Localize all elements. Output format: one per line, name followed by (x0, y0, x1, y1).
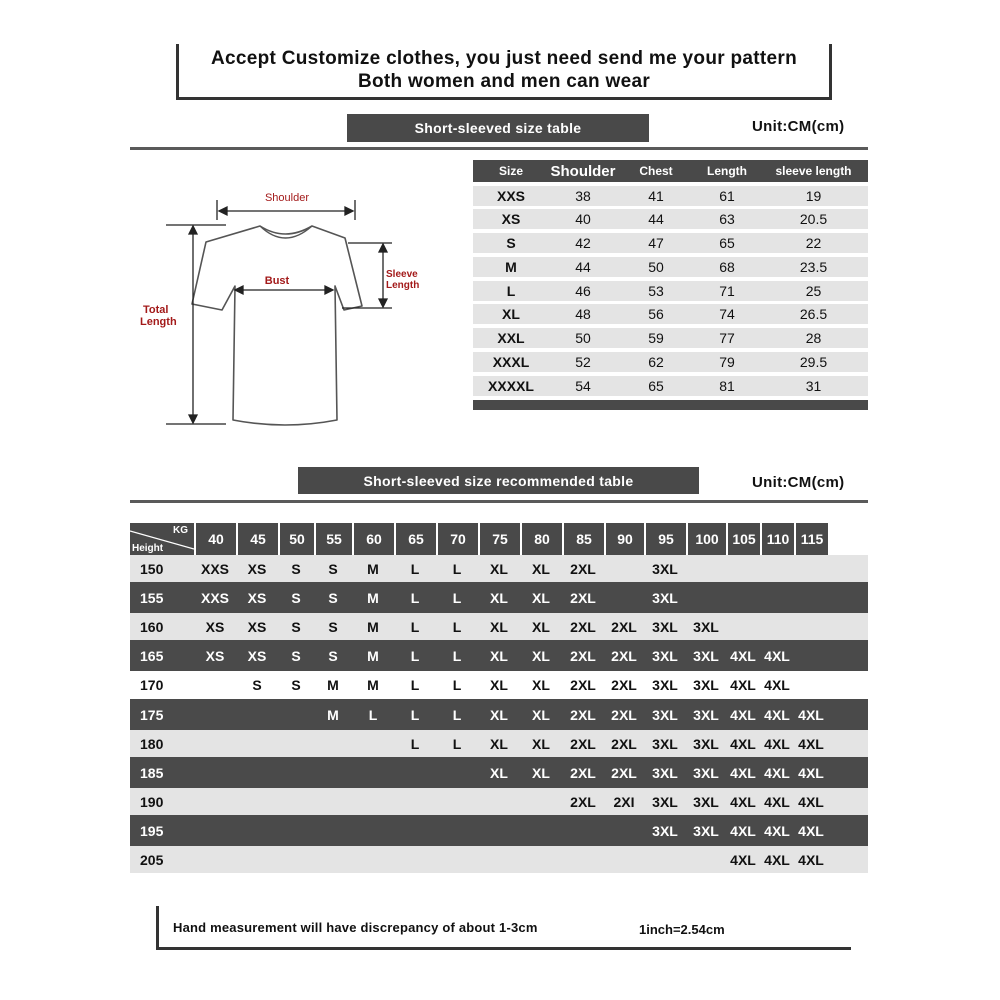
size-table-row (473, 352, 868, 372)
size-cell-size: XXXL (492, 354, 530, 371)
size-cell-size: XXXXL (488, 377, 534, 394)
size-cell-shoulder: 38 (575, 187, 591, 204)
sleeve-label-word1: Sleeve (386, 269, 418, 280)
size-recommend-cell: 4XL (764, 764, 790, 781)
size-recommend-cell: S (291, 560, 301, 577)
size-recommend-cell: XL (490, 618, 508, 635)
corner-kg-label: KG (173, 525, 188, 536)
size-cell-sleeve: 25 (805, 282, 822, 299)
size-recommend-cell: 4XL (730, 764, 756, 781)
size-cell-chest: 50 (648, 258, 664, 275)
size-recommend-cell: 4XL (730, 735, 756, 752)
size-recommend-cell: 4XL (798, 735, 824, 752)
corner-height-label: Height (132, 543, 164, 554)
shoulder-arrow-head-left (219, 207, 227, 215)
recommend-row (130, 788, 868, 815)
size-recommend-cell: 4XL (764, 706, 790, 723)
size-recommend-cell: 3XL (693, 764, 719, 781)
size-cell-chest: 59 (648, 330, 664, 347)
size-recommend-cell: 3XL (693, 793, 719, 810)
size-cell-sleeve: 28 (805, 330, 822, 347)
size-recommend-cell: 2XL (570, 560, 596, 577)
weight-header-cell: 40 (196, 523, 236, 555)
col-size: Size (498, 164, 523, 178)
weight-header-cell: 55 (316, 523, 352, 555)
size-recommend-cell: XS (247, 560, 267, 577)
size-recommend-cell: XS (247, 647, 267, 664)
size-recommend-cell: 4XL (764, 793, 790, 810)
size-recommend-cell: 2XL (611, 764, 637, 781)
size-recommend-cell: S (252, 677, 262, 693)
size-recommend-cell: 3XL (652, 647, 678, 664)
height-cell: 155 (140, 589, 164, 606)
size-table-footer-bar (473, 400, 868, 410)
col-sleeve-length: sleeve length (775, 164, 852, 178)
size-recommend-cell: XS (205, 647, 225, 664)
size-recommend-cell: 3XL (693, 618, 719, 635)
size-recommend-cell: S (291, 589, 301, 606)
size-cell-chest: 47 (648, 235, 664, 252)
size-recommend-cell: XL (490, 706, 508, 723)
weight-header-cell: 85 (564, 523, 604, 555)
size-recommend-cell: XL (532, 647, 550, 664)
size-recommend-cell: 3XL (693, 735, 719, 752)
sleeve-arrow-head-top (379, 244, 387, 252)
size-cell-shoulder: 42 (575, 235, 591, 252)
section-divider (130, 147, 868, 150)
size-recommend-cell: M (367, 677, 379, 693)
size-cell-length: 79 (719, 354, 735, 371)
size-recommend-cell: L (452, 589, 462, 606)
recommend-row (130, 815, 868, 846)
size-recommend-cell: 2XI (613, 793, 635, 810)
recommend-table (130, 523, 868, 873)
size-recommend-cell: L (368, 706, 378, 723)
col-shoulder: Shoulder (550, 162, 616, 180)
recommend-row (130, 613, 868, 640)
total-label-word1: Total (143, 304, 169, 316)
height-cell: 150 (140, 560, 164, 577)
header-frame (176, 44, 832, 100)
weight-header-cell: 90 (606, 523, 644, 555)
weight-header-cell: 45 (238, 523, 278, 555)
size-recommend-cell: L (410, 647, 420, 664)
recommend-row (130, 757, 868, 788)
size-recommend-cell: S (328, 560, 338, 577)
size-recommend-cell: 4XL (730, 706, 756, 723)
size-table-header (473, 160, 868, 182)
height-cell: 205 (140, 851, 164, 868)
total-label-word2: Length (140, 316, 177, 328)
size-cell-shoulder: 54 (575, 377, 591, 394)
size-recommend-cell: XL (532, 735, 550, 752)
size-recommend-cell: 2XL (570, 793, 596, 810)
size-recommend-cell: M (327, 677, 339, 693)
size-cell-sleeve: 29.5 (799, 354, 828, 371)
size-cell-sleeve: 31 (805, 377, 822, 394)
size-recommend-cell: 3XL (652, 560, 678, 577)
size-recommend-cell: L (452, 647, 462, 664)
size-recommend-cell: S (291, 677, 301, 693)
recommend-table-unit: Unit:CM(cm) (752, 474, 845, 491)
size-recommend-cell: XL (490, 677, 508, 693)
size-recommend-cell: 3XL (693, 677, 719, 693)
size-recommend-cell: 3XL (652, 822, 678, 839)
size-recommend-cell: L (452, 560, 462, 577)
size-cell-shoulder: 40 (575, 211, 591, 228)
shoulder-arrow-head-right (345, 207, 353, 215)
size-recommend-cell: 4XL (730, 677, 756, 693)
size-recommend-cell: 4XL (730, 851, 756, 868)
weight-header-cell: 100 (688, 523, 726, 555)
size-recommend-cell: 3XL (693, 647, 719, 664)
size-recommend-cell: XL (532, 560, 550, 577)
size-recommend-cell: XL (490, 560, 508, 577)
size-recommend-cell: XL (532, 764, 550, 781)
size-recommend-cell: 2XL (570, 677, 596, 693)
size-cell-size: M (505, 258, 517, 275)
size-recommend-cell: XL (532, 677, 550, 693)
size-cell-shoulder: 48 (575, 306, 591, 323)
size-recommend-cell: 2XL (570, 735, 596, 752)
size-cell-length: 65 (719, 235, 735, 252)
size-recommend-cell: 4XL (764, 735, 790, 752)
col-chest: Chest (639, 164, 673, 178)
size-table-row (473, 257, 868, 277)
length-arrow-head-bottom (189, 415, 197, 423)
size-table-row (473, 209, 868, 229)
size-cell-size: XXS (496, 187, 525, 204)
size-cell-size: XXL (497, 330, 525, 347)
recommend-row (130, 582, 868, 613)
size-cell-shoulder: 52 (575, 354, 591, 371)
height-cell: 195 (140, 822, 164, 839)
recommend-row (130, 640, 868, 671)
size-cell-sleeve: 19 (805, 187, 822, 204)
size-recommend-cell: S (291, 647, 301, 664)
size-recommend-cell: XXS (200, 589, 229, 606)
size-recommend-cell: 2XL (611, 706, 637, 723)
size-recommend-cell: S (291, 618, 301, 635)
weight-header-cells (194, 523, 828, 555)
height-cell: 175 (140, 706, 164, 723)
size-recommend-cell: L (452, 706, 462, 723)
shoulder-label: Shoulder (264, 192, 310, 204)
tshirt-outline (192, 226, 362, 425)
sleeve-length-label (386, 269, 426, 291)
size-cell-chest: 44 (648, 211, 664, 228)
size-table-banner: Short-sleeved size table (347, 114, 649, 142)
size-recommend-cell: L (410, 706, 420, 723)
size-cell-size: L (506, 282, 516, 299)
section-divider (130, 500, 868, 503)
size-recommend-cell: 4XL (764, 677, 790, 693)
size-cell-sleeve: 22 (805, 235, 822, 252)
size-cell-length: 63 (719, 211, 735, 228)
size-cell-length: 77 (719, 330, 735, 347)
size-table (473, 160, 868, 410)
size-recommend-cell: L (410, 589, 420, 606)
header-subtitle: Both women and men can wear (357, 71, 651, 92)
recommend-table-body (130, 555, 868, 873)
height-cell: 185 (140, 764, 164, 781)
size-recommend-cell: 3XL (652, 735, 678, 752)
size-recommend-cell: XL (490, 589, 508, 606)
size-recommend-cell: 2XL (611, 677, 637, 693)
size-recommend-cell: 3XL (652, 618, 678, 635)
weight-header-cell: 80 (522, 523, 562, 555)
recommend-row (130, 555, 868, 582)
sleeve-label-word2: Length (386, 280, 420, 291)
size-recommend-cell: 2XL (611, 618, 637, 635)
recommend-row (130, 671, 868, 699)
size-cell-chest: 56 (648, 306, 664, 323)
recommend-row (130, 699, 868, 730)
size-cell-shoulder: 46 (575, 282, 591, 299)
height-cell: 180 (140, 735, 164, 752)
bust-label: Bust (264, 275, 290, 287)
size-recommend-cell: 2XL (570, 647, 596, 664)
col-length: Length (707, 164, 747, 178)
size-cell-sleeve: 20.5 (799, 211, 828, 228)
sleeve-arrow-head-bottom (379, 299, 387, 307)
size-recommend-cell: 4XL (798, 822, 824, 839)
size-recommend-cell: L (410, 677, 420, 693)
size-table-row (473, 186, 868, 206)
size-recommend-cell: XL (532, 706, 550, 723)
weight-header-cell: 65 (396, 523, 436, 555)
size-recommend-cell: 4XL (730, 793, 756, 810)
header-title: Accept Customize clothes, you just need send me your pattern (210, 48, 797, 69)
size-table-row (473, 328, 868, 348)
size-cell-length: 61 (719, 187, 735, 204)
size-recommend-cell: S (328, 618, 338, 635)
size-cell-length: 71 (719, 282, 735, 299)
size-cell-length: 74 (719, 306, 735, 323)
height-cell: 170 (140, 677, 164, 693)
size-cell-chest: 41 (648, 187, 664, 204)
size-cell-size: S (506, 235, 516, 252)
size-recommend-cell: 4XL (730, 647, 756, 664)
recommend-table-banner: Short-sleeved size recommended table (298, 467, 699, 494)
size-recommend-cell: 2XL (570, 618, 596, 635)
corner-cell (130, 523, 194, 555)
size-recommend-cell: 3XL (693, 822, 719, 839)
size-cell-shoulder: 50 (575, 330, 591, 347)
size-recommend-cell: 3XL (652, 793, 678, 810)
size-recommend-cell: M (367, 560, 379, 577)
size-recommend-cell: 3XL (652, 677, 678, 693)
size-recommend-cell: M (327, 706, 339, 723)
size-recommend-cell: 4XL (798, 793, 824, 810)
size-recommend-cell: 4XL (798, 764, 824, 781)
size-recommend-cell: 2XL (611, 647, 637, 664)
size-recommend-cell: 2XL (570, 706, 596, 723)
height-cell: 160 (140, 618, 164, 635)
size-recommend-cell: L (452, 618, 462, 635)
size-recommend-cell: XL (490, 647, 508, 664)
size-recommend-cell: 4XL (798, 706, 824, 723)
total-length-label (136, 304, 182, 328)
size-recommend-cell: 3XL (652, 589, 678, 606)
length-arrow-head-top (189, 226, 197, 234)
size-recommend-cell: 4XL (730, 822, 756, 839)
recommend-row (130, 846, 868, 873)
weight-header-cell: 70 (438, 523, 478, 555)
recommend-table-header (130, 523, 868, 555)
measurement-note: Hand measurement will have discrepancy of about 1-3cm (173, 920, 538, 935)
weight-header-cell: 50 (280, 523, 314, 555)
size-recommend-cell: S (328, 589, 338, 606)
weight-header-cell: 115 (796, 523, 828, 555)
size-recommend-cell: 4XL (764, 851, 790, 868)
size-recommend-cell: L (452, 677, 462, 693)
size-recommend-cell: 2XL (570, 764, 596, 781)
weight-header-cell: 75 (480, 523, 520, 555)
size-recommend-cell: 4XL (798, 851, 824, 868)
size-recommend-cell: 3XL (652, 706, 678, 723)
size-recommend-cell: 2XL (611, 735, 637, 752)
weight-header-cell: 110 (762, 523, 794, 555)
size-recommend-cell: 3XL (652, 764, 678, 781)
size-recommend-cell: 3XL (693, 706, 719, 723)
height-cell: 165 (140, 647, 164, 664)
size-recommend-cell: M (367, 618, 379, 635)
recommend-row (130, 730, 868, 757)
inch-conversion: 1inch=2.54cm (639, 922, 725, 937)
height-cell: 190 (140, 793, 164, 810)
size-cell-length: 68 (719, 258, 735, 275)
size-cell-sleeve: 26.5 (799, 306, 828, 323)
size-cell-length: 81 (719, 377, 735, 394)
size-table-unit: Unit:CM(cm) (752, 118, 845, 135)
size-recommend-cell: L (410, 618, 420, 635)
size-cell-chest: 53 (648, 282, 664, 299)
size-recommend-cell: M (367, 589, 379, 606)
size-table-row (473, 376, 868, 396)
size-recommend-cell: XS (247, 589, 267, 606)
size-recommend-cell: 4XL (764, 647, 790, 664)
size-recommend-cell: XXS (200, 560, 229, 577)
weight-header-cell: 95 (646, 523, 686, 555)
size-table-row (473, 304, 868, 324)
size-recommend-cell: 4XL (764, 822, 790, 839)
size-recommend-cell: XL (532, 589, 550, 606)
size-recommend-cell: XS (205, 618, 225, 635)
size-recommend-cell: 2XL (570, 589, 596, 606)
size-cell-chest: 65 (648, 377, 664, 394)
size-recommend-cell: L (452, 735, 462, 752)
size-table-row (473, 233, 868, 253)
size-cell-shoulder: 44 (575, 258, 591, 275)
size-recommend-cell: M (367, 647, 379, 664)
size-cell-size: XS (501, 211, 521, 228)
size-recommend-cell: XL (490, 764, 508, 781)
size-recommend-cell: L (410, 560, 420, 577)
size-cell-chest: 62 (648, 354, 664, 371)
size-table-body (473, 186, 868, 396)
size-recommend-cell: L (410, 735, 420, 752)
size-recommend-cell: XL (490, 735, 508, 752)
weight-header-cell: 105 (728, 523, 760, 555)
weight-header-cell: 60 (354, 523, 394, 555)
size-recommend-cell: XS (247, 618, 267, 635)
size-cell-size: XL (502, 306, 520, 323)
size-recommend-cell: XL (532, 618, 550, 635)
size-cell-sleeve: 23.5 (799, 258, 828, 275)
size-table-row (473, 281, 868, 301)
size-recommend-cell: S (328, 647, 338, 664)
